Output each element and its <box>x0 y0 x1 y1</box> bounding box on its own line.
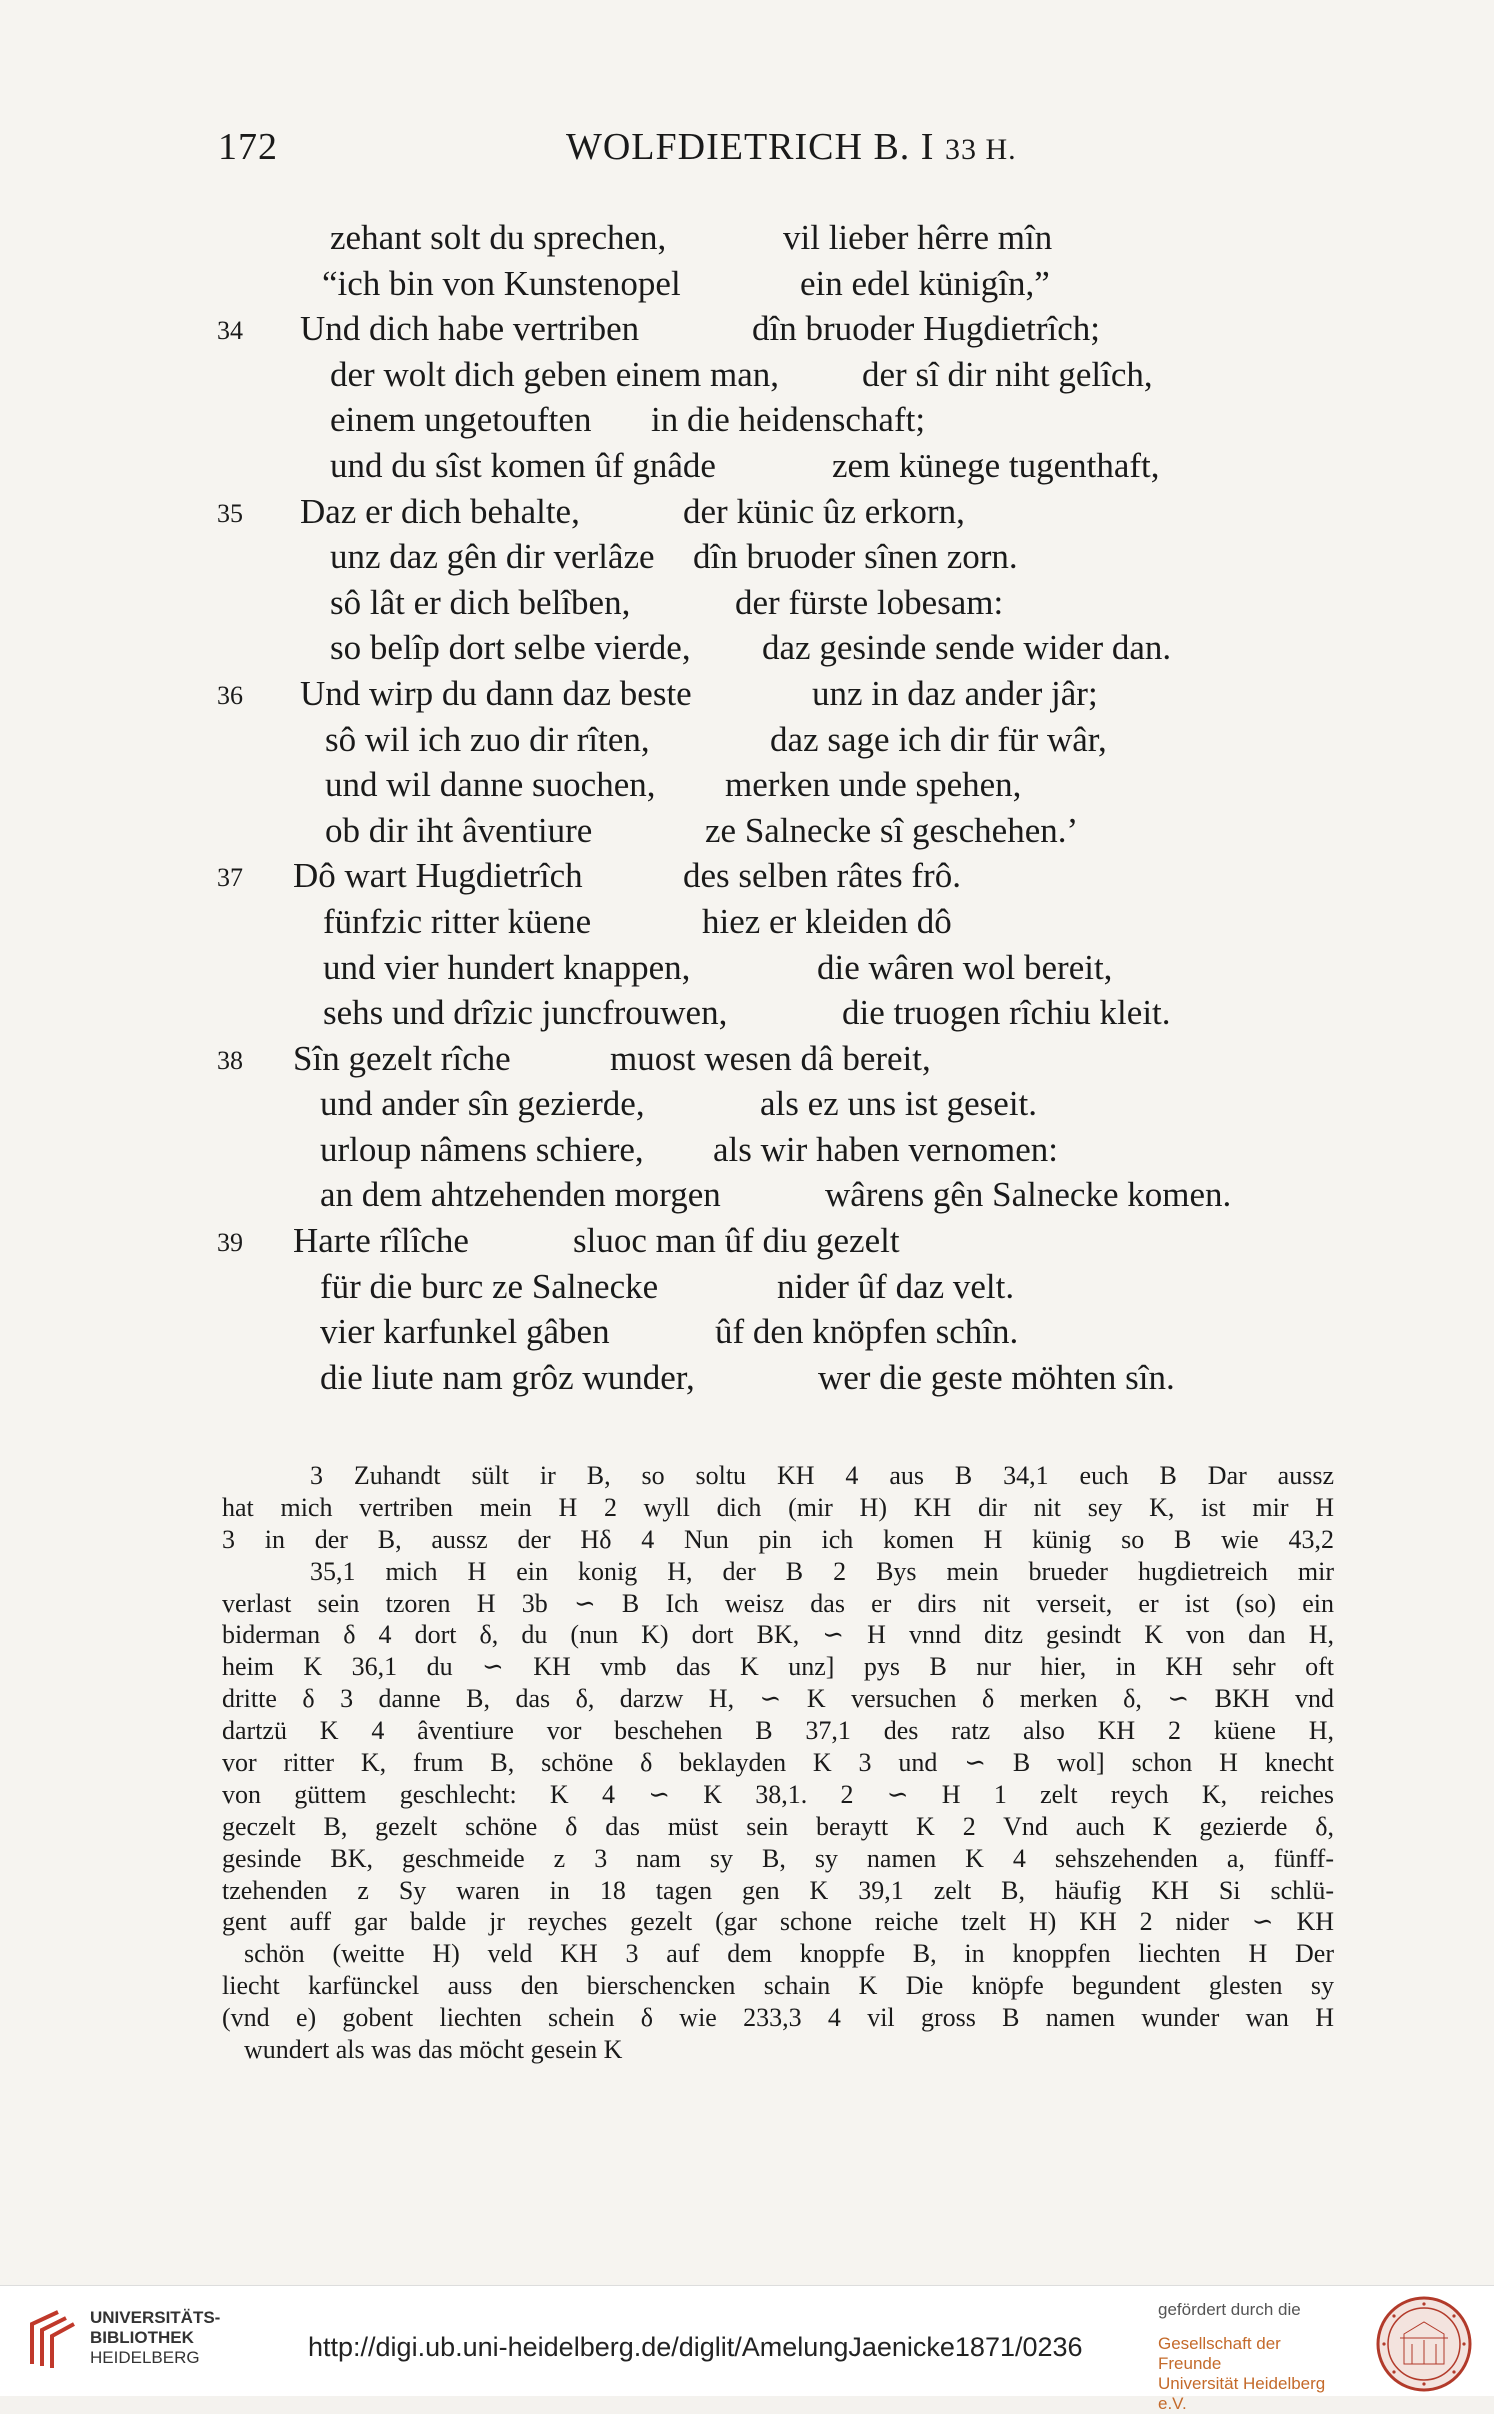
verse-first-half: Harte rîlîche <box>293 1221 469 1261</box>
verse-second-half: vil lieber hêrre mîn <box>783 218 1053 257</box>
verse-line <box>205 534 1325 580</box>
page-number: 172 <box>218 126 278 168</box>
library-name <box>90 2308 220 2368</box>
sponsor-name: Universität Heidelberg e.V. <box>1158 2374 1326 2413</box>
verse-first-half: so belîp dort selbe vierde, <box>330 628 691 668</box>
verse-line <box>205 808 1325 854</box>
verse-line <box>205 1218 1325 1264</box>
verse-second-half: ein edel künigîn,” <box>800 263 1050 303</box>
apparatus-line: verlast sein tzoren H 3b ∽ B Ich weisz das er dirs nit verseit, er ist (so) ein <box>222 1588 1334 1618</box>
running-title <box>566 125 1017 169</box>
verse-second-half: die wâren wol bereit, <box>817 947 1113 987</box>
verse-second-half: ûf den knöpfen schîn. <box>715 1312 1019 1352</box>
verse-first-half: sehs und drîzic juncfrouwen, <box>323 993 728 1033</box>
apparatus-line: 35,1 mich H ein konig H, der B 2 Bys mein brueder hugdietreich mir <box>310 1556 1334 1586</box>
verse-second-half: als wir haben vernomen: <box>713 1129 1059 1169</box>
verse-second-half: hiez er kleiden dô <box>702 901 952 941</box>
apparatus-line: heim K 36,1 du ∽ KH vmb das K unz] pys B nur hier, in KH sehr oft <box>222 1652 1334 1682</box>
verse-second-half: ze Salnecke sî geschehen.’ <box>705 810 1079 850</box>
verse-first-half: vier karfunkel gâben <box>320 1312 610 1352</box>
verse-second-half: dîn bruoder sînen zorn. <box>693 537 1018 577</box>
apparatus-line: (vnd e) gobent liechten schein δ wie 233,3 4 vil gross B namen wunder wan H <box>222 2003 1334 2033</box>
strophe-number: 39 <box>217 1228 243 1258</box>
apparatus-line: gent auff gar balde jr reyches gezelt (gar schone reiche tzelt H) KH 2 nider ∽ KH <box>222 1907 1334 1937</box>
apparatus-line: schön (weitte H) veld KH 3 auf dem knoppfe B, in knoppfen liechten H Der <box>244 1939 1334 1969</box>
verse-second-half: zem künege tugenthaft, <box>832 445 1160 485</box>
verse-line <box>205 215 1325 261</box>
verse-second-half: nider ûf daz velt. <box>777 1266 1015 1306</box>
verse-line <box>205 1127 1325 1173</box>
verse-line <box>205 1264 1325 1310</box>
verse-line <box>205 489 1325 535</box>
verse-first-half: die liute nam grôz wunder, <box>320 1357 695 1397</box>
verse-second-half: die truogen rîchiu kleit. <box>842 993 1171 1033</box>
verse-first-half: und vier hundert knappen, <box>323 947 691 987</box>
strophe-number: 38 <box>217 1045 243 1075</box>
sponsor-label: gefördert durch die <box>1158 2300 1301 2319</box>
verse-second-half: als ez uns ist geseit. <box>760 1084 1038 1124</box>
verse-first-half: ob dir iht âventiure <box>325 810 593 850</box>
sponsor-name: Gesellschaft der Freunde <box>1158 2334 1281 2373</box>
library-name-line: UNIVERSITÄTS- <box>90 2308 221 2327</box>
verse-second-half: daz sage ich dir für wâr, <box>770 719 1107 759</box>
verse-first-half: Und dich habe vertriben <box>300 309 640 349</box>
verse-second-half: der sî dir niht gelîch, <box>862 354 1153 394</box>
verse-line <box>205 443 1325 489</box>
apparatus-line: geczelt B, gezelt schöne δ das müst sein beraytt K 2 Vnd auch K gezierde δ, <box>222 1811 1334 1841</box>
verse-first-half: und ander sîn gezierde, <box>320 1084 645 1124</box>
verse-line <box>205 1172 1325 1218</box>
verse-line <box>205 306 1325 352</box>
verse-line <box>205 717 1325 763</box>
verse-line <box>205 1036 1325 1082</box>
apparatus-line: dritte δ 3 danne B, das δ, darzw H, ∽ K versuchen δ merken δ, ∽ BKH vnd <box>222 1684 1334 1714</box>
apparatus-line: liecht karfünckel auss den bierschencken schain K Die knöpfe begundent glesten sy <box>222 1971 1334 2001</box>
critical-apparatus <box>222 1460 1334 2066</box>
verse-first-half: für die burc ze Salnecke <box>320 1266 659 1306</box>
strophe-number: 37 <box>217 863 243 893</box>
strophe-number: 35 <box>217 498 243 528</box>
verse-second-half: unz in daz ander jâr; <box>812 673 1098 713</box>
verse-line <box>205 899 1325 945</box>
verse-line <box>205 762 1325 808</box>
running-title-main: WOLFDIETRICH B. I <box>566 126 935 168</box>
digitization-footer <box>0 2285 1494 2413</box>
verse-second-half: des selben râtes frô. <box>683 856 961 896</box>
apparatus-line: dartzü K 4 âventiure vor beschehen B 37,1 des ratz also KH 2 küene H, <box>222 1716 1334 1746</box>
verse-first-half: sô wil ich zuo dir rîten, <box>325 719 650 759</box>
verse-first-half: unz daz gên dir verlâze <box>330 537 655 577</box>
verse-first-half: fünfzic ritter küene <box>323 901 592 941</box>
verse-first-half: zehant solt du sprechen, <box>330 218 667 257</box>
verse-second-half: wârens gên Salnecke komen. <box>825 1175 1232 1215</box>
library-name-line: BIBLIOTHEK <box>90 2328 194 2347</box>
verse-first-half: Und wirp du dann daz beste <box>300 673 692 713</box>
verse-first-half: “ich bin von Kunstenopel <box>322 263 681 303</box>
verse-second-half: dîn bruoder Hugdietrîch; <box>752 309 1100 349</box>
sponsor-block <box>1158 2300 1348 2414</box>
verse-first-half: einem ungetouften <box>330 400 592 440</box>
verse-line <box>205 1309 1325 1355</box>
running-title-small: 33 H. <box>944 133 1017 166</box>
verse-first-half: der wolt dich geben einem man, <box>330 354 780 394</box>
verse-second-half: sluoc man ûf diu gezelt <box>573 1221 900 1261</box>
verse-second-half: merken unde spehen, <box>725 765 1022 805</box>
verse-first-half: und du sîst komen ûf gnâde <box>330 445 716 485</box>
verse-first-half: Sîn gezelt rîche <box>293 1038 511 1078</box>
verse-first-half: Dô wart Hugdietrîch <box>293 856 583 896</box>
verse-line <box>205 1081 1325 1127</box>
verse-first-half: urloup nâmens schiere, <box>320 1129 644 1169</box>
verse-first-half: und wil danne suochen, <box>325 765 656 805</box>
apparatus-line: wundert als was das möcht gesein K <box>244 2035 623 2065</box>
verse-line <box>205 1355 1325 1401</box>
apparatus-line: gesinde BK, geschmeide z 3 nam sy B, sy namen K 4 sehszehenden a, fünff- <box>222 1843 1334 1873</box>
library-name-line: HEIDELBERG <box>90 2348 200 2367</box>
verse-line <box>205 990 1325 1036</box>
permalink-url[interactable]: http://digi.ub.uni-heidelberg.de/diglit/AmelungJaenicke1871/0236 <box>308 2332 1083 2362</box>
verse-line <box>205 261 1325 307</box>
strophe-number: 36 <box>217 680 243 710</box>
verse-line <box>205 352 1325 398</box>
verse-first-half: sô lât er dich belîben, <box>330 582 631 622</box>
apparatus-line: hat mich vertriben mein H 2 wyll dich (mir H) KH dir nit sey K, ist mir H <box>222 1492 1334 1522</box>
verse-line <box>205 580 1325 626</box>
verse-text <box>205 215 1325 1400</box>
verse-line <box>205 853 1325 899</box>
apparatus-line: biderman δ 4 dort δ, du (nun K) dort BK, ∽ H vnnd ditz gesindt K von dan H, <box>222 1620 1334 1650</box>
verse-second-half: daz gesinde sende wider dan. <box>762 628 1172 668</box>
strophe-number: 34 <box>217 316 243 346</box>
apparatus-line: 3 Zuhandt sült ir B, so soltu KH 4 aus B 34,1 euch B Dar aussz <box>310 1461 1334 1490</box>
verse-second-half: der künic ûz erkorn, <box>683 491 965 531</box>
apparatus-line: von güttem geschlecht: K 4 ∽ K 38,1. 2 ∽ H 1 zelt reych K, reiches <box>222 1779 1334 1809</box>
verse-line <box>205 625 1325 671</box>
verse-second-half: muost wesen dâ bereit, <box>610 1038 931 1078</box>
verse-first-half: an dem ahtzehenden morgen <box>320 1175 721 1215</box>
page-header <box>218 125 1318 175</box>
verse-line <box>205 671 1325 717</box>
university-seal-icon <box>1374 2294 1474 2394</box>
verse-second-half: in die heidenschaft; <box>651 400 926 440</box>
apparatus-line: vor ritter K, frum B, schöne δ beklayden K 3 und ∽ B wol] schon H knecht <box>222 1748 1334 1778</box>
verse-second-half: wer die geste möhten sîn. <box>818 1357 1175 1397</box>
verse-line <box>205 397 1325 443</box>
verse-line <box>205 945 1325 991</box>
library-logo-icon <box>18 2304 90 2376</box>
verse-second-half: der fürste lobesam: <box>735 582 1004 622</box>
apparatus-line: 3 in der B, aussz der Hδ 4 Nun pin ich komen H künig so B wie 43,2 <box>222 1524 1334 1554</box>
verse-first-half: Daz er dich behalte, <box>300 491 580 531</box>
apparatus-line: tzehenden z Sy waren in 18 tagen gen K 39,1 zelt B, häufig KH Si schlü- <box>222 1875 1334 1905</box>
